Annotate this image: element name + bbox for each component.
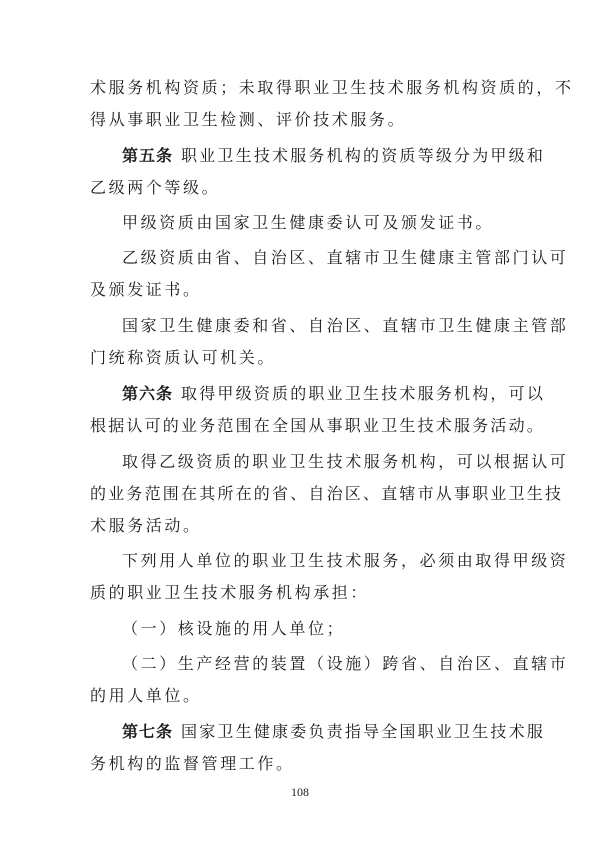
line-text: 质的职业卫生技术服务机构承担： bbox=[90, 583, 370, 602]
paragraph-line bbox=[90, 411, 600, 441]
line-text: 甲级资质由国家卫生健康委认可及颁发证书。 bbox=[122, 213, 495, 232]
paragraph-line bbox=[90, 73, 600, 103]
page-number: 108 bbox=[291, 785, 309, 799]
paragraph-line bbox=[122, 311, 600, 341]
paragraph-line bbox=[90, 749, 600, 779]
line-text: （一）核设施的用人单位； bbox=[122, 619, 346, 638]
paragraph-line bbox=[122, 208, 600, 238]
line-text: 术服务活动。 bbox=[90, 516, 202, 535]
line-text: 门统称资质认可机关。 bbox=[90, 348, 277, 367]
line-text: 下列用人单位的职业卫生技术服务，必须由取得甲级资 bbox=[122, 551, 569, 570]
article-number: 第五条 bbox=[122, 146, 174, 165]
paragraph-line bbox=[90, 173, 600, 203]
article-heading-line bbox=[122, 379, 600, 409]
line-text: 根据认可的业务范围在全国从事职业卫生技术服务活动。 bbox=[90, 416, 546, 435]
line-text: 国家卫生健康委和省、自治区、直辖市卫生健康主管部 bbox=[122, 316, 569, 335]
line-text: 务机构的监督管理工作。 bbox=[90, 754, 295, 773]
list-item bbox=[122, 614, 600, 644]
article-heading-line bbox=[122, 717, 600, 747]
line-text: 及颁发证书。 bbox=[90, 280, 202, 299]
line-text: 得从事职业卫生检测、评价技术服务。 bbox=[90, 110, 407, 129]
article-number: 第七条 bbox=[122, 722, 174, 741]
paragraph-line bbox=[90, 275, 600, 305]
line-text: 的业务范围在其所在的省、自治区、直辖市从事职业卫生技 bbox=[90, 484, 564, 503]
line-text: 国家卫生健康委负责指导全国职业卫生技术服 bbox=[181, 722, 546, 741]
paragraph-line bbox=[90, 105, 600, 135]
paragraph-line bbox=[90, 479, 600, 509]
line-text: （二）生产经营的装置（设施）跨省、自治区、直辖市 bbox=[122, 654, 569, 673]
article-number: 第六条 bbox=[122, 384, 174, 403]
paragraph-line bbox=[122, 243, 600, 273]
paragraph-line bbox=[122, 546, 600, 576]
line-text: 取得甲级资质的职业卫生技术服务机构，可以 bbox=[181, 384, 546, 403]
paragraph-line bbox=[122, 447, 600, 477]
list-item bbox=[122, 649, 600, 679]
paragraph-line bbox=[90, 343, 600, 373]
article-heading-line bbox=[122, 141, 600, 171]
line-text: 职业卫生技术服务机构的资质等级分为甲级和 bbox=[181, 146, 546, 165]
line-text: 术服务机构资质；未取得职业卫生技术服务机构资质的，不 bbox=[90, 78, 574, 97]
line-text: 乙级资质由省、自治区、直辖市卫生健康主管部门认可 bbox=[122, 248, 569, 267]
paragraph-line bbox=[90, 578, 600, 608]
paragraph-line bbox=[90, 511, 600, 541]
line-text: 乙级两个等级。 bbox=[90, 178, 221, 197]
line-text: 的用人单位。 bbox=[90, 686, 202, 705]
line-text: 取得乙级资质的职业卫生技术服务机构，可以根据认可 bbox=[122, 452, 569, 471]
paragraph-line bbox=[90, 681, 600, 711]
